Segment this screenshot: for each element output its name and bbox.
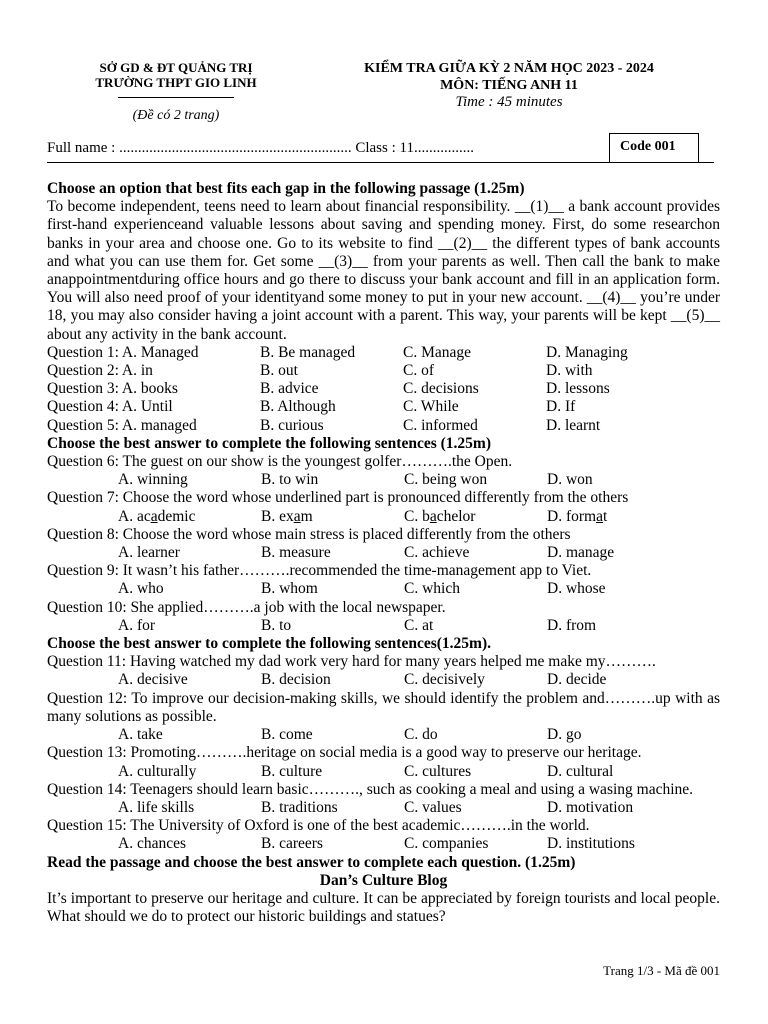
option-c: C. companies xyxy=(404,835,489,853)
question-10: Question 10: She applied……….a job with the local newspaper. xyxy=(47,598,446,616)
option-c: C. While xyxy=(403,398,459,416)
question-row xyxy=(47,362,720,380)
option-a: A. for xyxy=(118,616,156,634)
option-b: B. curious xyxy=(260,416,324,434)
option-a: A. decisive xyxy=(118,671,188,689)
exam-time: Time : 45 minutes xyxy=(455,94,563,110)
option-a: A. chances xyxy=(118,835,186,853)
option-d: D. learnt xyxy=(546,416,601,434)
options-9 xyxy=(47,580,720,598)
options-12 xyxy=(47,726,720,744)
question-5: Question 5: A. managed xyxy=(47,416,197,434)
option-a: A. culturally xyxy=(118,762,197,780)
option-d: D. decide xyxy=(547,671,607,689)
question-4: Question 4: A. Until xyxy=(47,398,173,416)
pages-note: (Đề có 2 trang) xyxy=(132,108,220,123)
option-c: C. decisions xyxy=(403,380,479,398)
underlined-part: a xyxy=(150,507,158,525)
option-c: C. informed xyxy=(403,416,478,434)
question-6: Question 6: The guest on our show is the youngest golfer……….the Open. xyxy=(47,453,513,471)
options-15 xyxy=(47,835,720,853)
dept-name: SỞ GD & ĐT QUẢNG TRỊ xyxy=(99,60,253,75)
question-row xyxy=(47,398,720,416)
exam-content xyxy=(47,180,720,926)
question-11: Question 11: Having watched my dad work very hard for many years helped me make my………. xyxy=(47,653,656,671)
question-3: Question 3: A. books xyxy=(47,380,178,398)
question-7: Question 7: Choose the word whose underlined part is pronounced differently from the others xyxy=(47,489,629,507)
question-row xyxy=(47,380,720,398)
option-d: D. with xyxy=(546,362,593,380)
option-d: D. Managing xyxy=(546,343,628,361)
option-b: B. come xyxy=(261,726,313,744)
question-8: Question 8: Choose the word whose main stress is placed differently from the others xyxy=(47,525,571,543)
option-b: B. Be managed xyxy=(260,343,356,361)
question-15: Question 15: The University of Oxford is one of the best academic……….in the world. xyxy=(47,817,590,835)
option-d: D. motivation xyxy=(547,798,634,816)
option-c: C. which xyxy=(404,580,460,598)
option-c: C. decisively xyxy=(404,671,485,689)
option-a: A. life skills xyxy=(118,798,195,816)
underlined-part: a xyxy=(596,507,603,525)
section1-passage: To become independent, teens need to learn about financial responsibility. __(1)__ a bank account provides first-hand experienceand valuable lessons about saving and spending money. First, do some researchon banks in your area and choose one. Go to its website to find __(2)__ the different types of bank accounts and what you can use them for. Get some __(3)__ from your parents as well. Then call the bank to make anappointmentduring office hours and go there to discuss your bank account and fill in an application form. You will also need proof of your identityand some money to put in your new account. __(4)__ you’re under 18, you may also consider having a joint account with a parent. This way, your parents will be kept __(5)__ about any activity in the bank account. xyxy=(47,198,720,343)
header-right xyxy=(309,60,709,111)
option-b: B. out xyxy=(260,362,298,380)
option-b: B. exam xyxy=(261,507,313,525)
question-13: Question 13: Promoting……….heritage on social media is a good way to preserve our heritage. xyxy=(47,744,642,762)
option-d: D. institutions xyxy=(547,835,635,853)
option-c: C. of xyxy=(403,362,434,380)
code-box: Code 001 xyxy=(609,133,699,163)
option-a: A. take xyxy=(118,726,163,744)
section4-title: Read the passage and choose the best answer to complete each question. (1.25m) xyxy=(47,853,576,871)
option-d: D. format xyxy=(547,507,608,525)
section3-title: Choose the best answer to complete the following sentences(1.25m). xyxy=(47,635,491,653)
option-d: D. manage xyxy=(547,544,615,562)
option-c: C. values xyxy=(404,798,462,816)
blog-title: Dan’s Culture Blog xyxy=(319,871,448,889)
section1-title: Choose an option that best fits each gap in the following passage (1.25m) xyxy=(47,180,525,197)
option-d: D. If xyxy=(546,398,576,416)
header-rule xyxy=(118,97,234,98)
option-c: C. Manage xyxy=(403,343,472,361)
option-b: B. decision xyxy=(261,671,331,689)
option-d: D. cultural xyxy=(547,762,614,780)
option-d: D. from xyxy=(547,616,597,634)
section2-title: Choose the best answer to complete the following sentences (1.25m) xyxy=(47,434,491,452)
question-row xyxy=(47,417,720,435)
question-row xyxy=(47,344,720,362)
option-c: C. bachelor xyxy=(404,507,476,525)
question-9: Question 9: It wasn’t his father……….recommended the time-management app to Viet. xyxy=(47,562,592,580)
name-class-line: Full name : .............................................................. Class : 11................ xyxy=(47,140,474,156)
option-a: A. learner xyxy=(118,544,180,562)
underlined-part: a xyxy=(429,507,437,525)
header-left xyxy=(47,60,305,123)
question-12: Question 12: To improve our decision-making skills, we should identify the problem and……….up with as many solutions as possible. xyxy=(47,689,720,725)
subject: MÔN: TIẾNG ANH 11 xyxy=(440,78,578,93)
option-b: B. Although xyxy=(260,398,336,416)
options-13 xyxy=(47,763,720,781)
option-b: B. to xyxy=(261,616,292,634)
option-b: B. culture xyxy=(261,762,323,780)
option-d: D. go xyxy=(547,726,582,744)
options-11 xyxy=(47,671,720,689)
question-14: Question 14: Teenagers should learn basic………., such as cooking a meal and using a wasing machine. xyxy=(47,780,694,798)
question-2: Question 2: A. in xyxy=(47,362,153,380)
question-1: Question 1: A. Managed xyxy=(47,343,199,361)
option-d: D. whose xyxy=(547,580,606,598)
exam-title: KIỂM TRA GIỮA KỲ 2 NĂM HỌC 2023 - 2024 xyxy=(364,61,654,76)
options-10 xyxy=(47,617,720,635)
option-b: B. advice xyxy=(260,380,319,398)
option-c: C. at xyxy=(404,616,434,634)
option-c: C. do xyxy=(404,726,438,744)
option-a: A. winning xyxy=(118,471,188,489)
option-c: C. achieve xyxy=(404,544,470,562)
option-b: B. traditions xyxy=(261,798,338,816)
option-b: B. to win xyxy=(261,471,319,489)
option-c: C. being won xyxy=(404,471,488,489)
section4-passage: It’s important to preserve our heritage and culture. It can be appreciated by foreign tourists and local people. What should we do to protect our historic buildings and statues? xyxy=(47,889,720,926)
option-b: B. whom xyxy=(261,580,318,598)
options-8 xyxy=(47,544,720,562)
option-a: A. who xyxy=(118,580,164,598)
options-7 xyxy=(47,508,720,526)
underlined-part: a xyxy=(293,507,301,525)
option-b: B. careers xyxy=(261,835,323,853)
option-a: A. academic xyxy=(118,507,196,525)
option-c: C. cultures xyxy=(404,762,472,780)
option-d: D. won xyxy=(547,471,593,489)
option-d: D. lessons xyxy=(546,380,610,398)
option-b: B. measure xyxy=(261,544,331,562)
page-footer: Trang 1/3 - Mã đề 001 xyxy=(603,963,720,978)
options-14 xyxy=(47,799,720,817)
school-name: TRƯỜNG THPT GIO LINH xyxy=(95,75,257,90)
options-6 xyxy=(47,471,720,489)
